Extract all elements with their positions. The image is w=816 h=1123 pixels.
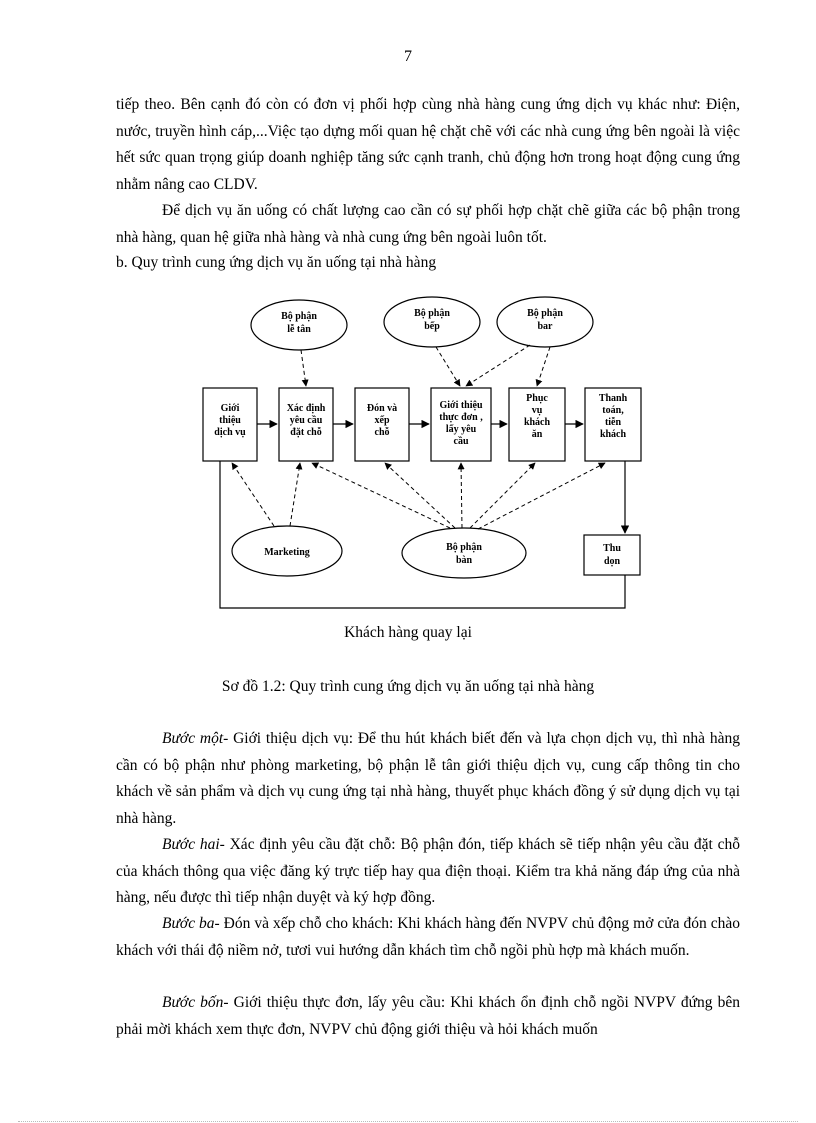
step-1-box (203, 388, 257, 461)
step-two-title: Bước hai (162, 836, 220, 853)
step-three-text: - Đón và xếp chỗ cho khách: Khi khách hàng đến NVPV chủ động mở cửa đón chào khách với thái độ niềm nở, tươi vui hướng dẫn khách tìm chỗ ngồi phù hợp mà khách muốn. (116, 915, 740, 959)
paragraph-intro: tiếp theo. Bên cạnh đó còn có đơn vị phối hợp cùng nhà hàng cung ứng dịch vụ khác như: Điện, nước, truyền hình cáp,...Việc tạo dựng mối quan hệ chặt chẽ với các nhà cung ứng bên ngoài là việc hết sức quan trọng giúp doanh nghiệp tăng sức cạnh tranh, chủ động hơn trong hoạt động cung ứng nhằm nâng cao CLDV. (116, 96, 740, 193)
arrow-bar-to-step4 (466, 345, 530, 386)
step-three-title: Bước ba (162, 915, 215, 932)
process-flow-diagram (0, 290, 816, 620)
section-heading-b: b. Quy trình cung ứng dịch vụ ăn uống tại nhà hàng (116, 254, 437, 271)
dept-table-service-node (402, 528, 526, 578)
page-bottom-divider (18, 1121, 798, 1122)
step-6-line-2: toán, (602, 405, 624, 416)
step-6-line-1: Thanh (598, 393, 628, 404)
dept-marketing-label: Marketing (264, 547, 310, 558)
dept-kitchen-line-1: Bộ phận (414, 308, 450, 319)
loop-label: Khách hàng quay lại (344, 624, 472, 641)
arrow-kitchen-to-step4 (436, 347, 460, 386)
step-2-line-3: đặt chỗ (290, 427, 322, 438)
step-5-box (509, 388, 565, 461)
dept-kitchen-line-2: bếp (424, 321, 440, 332)
dept-table-service-line-1: Bộ phận (446, 542, 482, 553)
step-3-box (355, 388, 409, 461)
page-number: 7 (404, 48, 412, 65)
step-5-line-2: vụ (531, 405, 543, 416)
arrow-table-to-step5 (470, 463, 535, 528)
step-4-line-4: cầu (453, 436, 469, 447)
step-3-line-2: xếp (374, 415, 390, 426)
step-5-line-1: Phục (526, 393, 548, 404)
arrow-table-to-step3 (385, 463, 455, 528)
step-two-text: - Xác định yêu cầu đặt chỗ: Bộ phận đón, tiếp khách sẽ tiếp nhận yêu cầu đặt chỗ của khách thông qua việc đăng ký trực tiếp hay qua điện thoại. Kiểm tra khả năng đáp ứng của nhà hàng, nếu được thì tiếp nhận duyệt và ký hợp đồng. (116, 836, 740, 907)
step-5-line-4: ăn (531, 429, 543, 440)
dept-bar-line-1: Bộ phận (527, 308, 563, 319)
step-6-line-3: tiễn (604, 417, 622, 428)
arrow-bar-to-step5 (537, 347, 550, 386)
step-2-line-2: yêu cầu (289, 415, 323, 426)
step-2-box (279, 388, 333, 461)
step-7-line-1: Thu (603, 543, 621, 554)
step-5-line-3: khách (523, 417, 551, 428)
arrow-marketing-to-step1 (232, 463, 274, 526)
step-two-paragraph (116, 832, 740, 912)
dept-bar-node (497, 297, 593, 347)
step-one-text: - Giới thiệu dịch vụ: Để thu hút khách biết đến và lựa chọn dịch vụ, thì nhà hàng cần có bộ phận như phòng marketing, bộ phận lễ tân giới thiệu dịch vụ, cung cấp thông tin cho khách về sản phẩm và dịch vụ cung ứng tại nhà hàng, thuyết phục khách đồng ý sử dụng dịch vụ tại nhà hàng. (116, 730, 740, 827)
dept-reception-node (251, 300, 347, 350)
arrow-table-to-step6 (478, 463, 605, 529)
paragraph-coordination: Để dịch vụ ăn uống có chất lượng cao cần có sự phối hợp chặt chẽ giữa các bộ phận trong nhà hàng, quan hệ giữa nhà hàng và nhà cung ứng bên ngoài luôn tốt. (116, 202, 740, 246)
dept-reception-line-2: lễ tân (287, 324, 311, 335)
step-4-box (431, 388, 491, 461)
arrow-reception-to-step2 (301, 350, 306, 386)
dept-table-service-line-2: bàn (455, 555, 473, 566)
step-one-paragraph (116, 726, 740, 832)
step-3-line-3: chỗ (374, 427, 390, 438)
step-3-line-1: Đón và (366, 403, 398, 414)
step-7-line-2: dọn (603, 556, 621, 567)
step-1-line-1: Giới (220, 403, 240, 414)
step-6-line-4: khách (599, 429, 627, 440)
step-four-paragraph (116, 990, 740, 1043)
dept-kitchen-node (384, 297, 480, 347)
step-4-line-2: thực đơn , (439, 412, 483, 423)
step-three-paragraph (116, 911, 740, 964)
step-four-title: Bước bốn (162, 994, 224, 1011)
arrow-table-to-step2 (312, 463, 450, 528)
step-one-title: Bước một (162, 730, 224, 747)
dept-reception-line-1: Bộ phận (281, 311, 317, 322)
dept-marketing-node (232, 526, 342, 576)
step-1-line-2: thiệu (219, 415, 241, 426)
step-6-box (585, 388, 641, 461)
step-4-line-1: Giới thiệu (439, 400, 483, 411)
step-four-text: - Giới thiệu thực đơn, lấy yêu cầu: Khi khách ổn định chỗ ngồi NVPV đứng bên phải mời khách xem thực đơn, NVPV chủ động giới thiệu và hỏi khách muốn (116, 994, 740, 1038)
dept-bar-line-2: bar (537, 321, 553, 332)
arrow-marketing-to-step2 (290, 463, 300, 526)
step-4-line-3: lấy yêu (445, 424, 477, 435)
step-7-box (584, 535, 640, 575)
step-1-line-3: dịch vụ (214, 427, 246, 438)
arrow-table-to-step4 (461, 463, 462, 528)
step-2-line-1: Xác định (286, 403, 326, 414)
figure-caption: Sơ đồ 1.2: Quy trình cung ứng dịch vụ ăn uống tại nhà hàng (221, 678, 595, 695)
